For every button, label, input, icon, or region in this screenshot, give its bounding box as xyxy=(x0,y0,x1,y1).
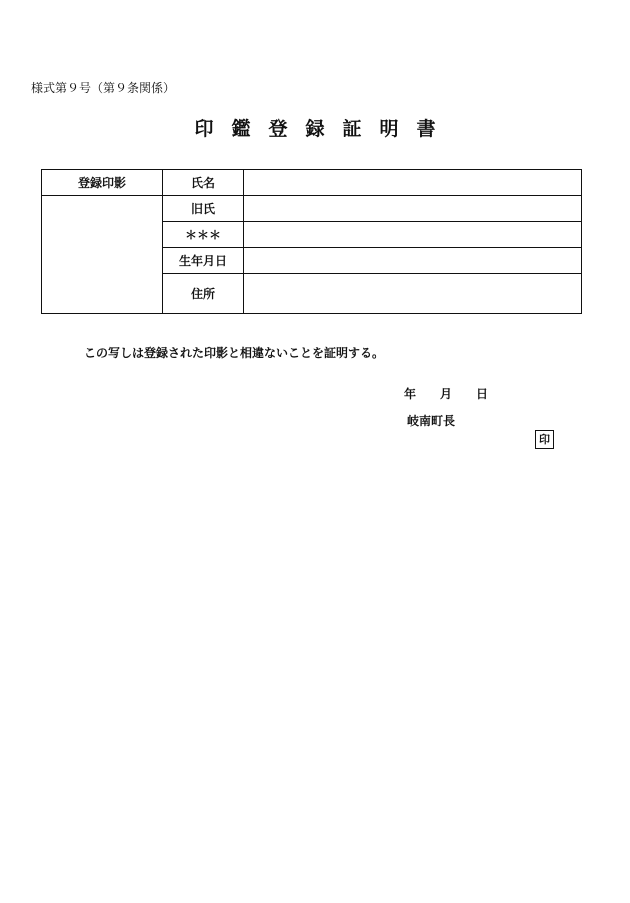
birth-date-value xyxy=(244,248,582,274)
masked-label: ＊＊＊ xyxy=(163,222,244,248)
address-value xyxy=(244,274,582,314)
masked-value xyxy=(244,222,582,248)
issue-date xyxy=(404,386,488,402)
seal-mark: 印 xyxy=(535,430,554,449)
document-title: 印鑑登録証明書 xyxy=(194,118,454,140)
issuer-name: 岐南町長 xyxy=(407,414,456,428)
former-name-value xyxy=(244,196,582,222)
date-day-label: 日 xyxy=(476,387,489,401)
registration-table xyxy=(41,169,582,314)
seal-impression-area xyxy=(42,196,163,314)
former-name-label: 旧氏 xyxy=(163,196,244,222)
date-year-label: 年 xyxy=(404,387,417,401)
table-row xyxy=(42,196,582,222)
form-number: 様式第９号（第９条関係） xyxy=(31,81,176,95)
certification-statement: この写しは登録された印影と相違ないことを証明する。 xyxy=(84,346,385,360)
name-label: 氏名 xyxy=(163,170,244,196)
date-month-label: 月 xyxy=(440,387,453,401)
name-value xyxy=(244,170,582,196)
seal-impression-header: 登録印影 xyxy=(42,170,163,196)
table-row xyxy=(42,170,582,196)
birth-date-label: 生年月日 xyxy=(163,248,244,274)
address-label: 住所 xyxy=(163,274,244,314)
